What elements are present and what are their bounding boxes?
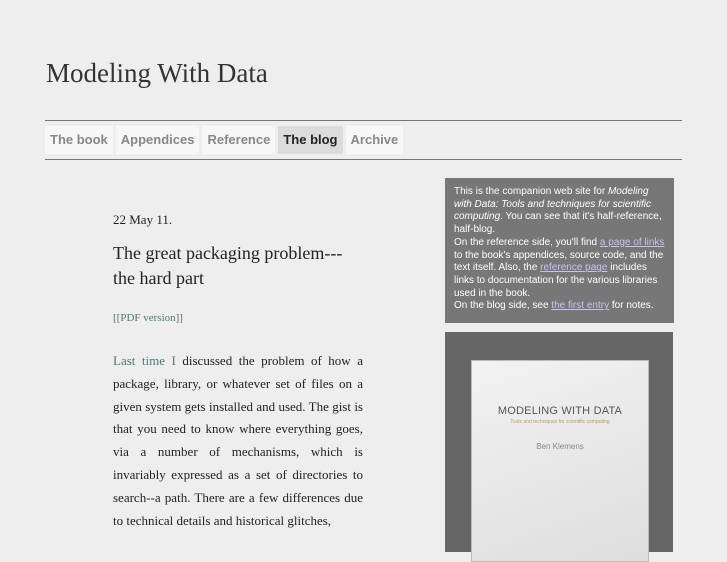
tab-appendices[interactable]: Appendices: [116, 126, 200, 154]
tab-reference[interactable]: Reference: [202, 126, 275, 154]
intro-text-3b: for notes.: [609, 300, 654, 312]
tab-the-blog[interactable]: The blog: [278, 126, 342, 154]
tab-the-book[interactable]: The book: [45, 126, 113, 154]
cover-subtitle: Tools and techniques for scientific computing: [510, 419, 610, 425]
intro-text-2b: to the book's appendices, source code, and the text itself. Also, the: [454, 249, 664, 274]
intro-text-2c: includes links to documentation for the various libraries used in the book.: [454, 262, 658, 299]
nav-top-divider: [45, 120, 682, 121]
intro-text-1-end: . You can see that it's half-reference, half-blog.: [454, 211, 662, 236]
post-body-text: discussed the problem of how a package, library, or whatever set of files on a given system gets installed and used. The gist is that you need to know where everything goes, via a number of mechanisms, which is invariably expressed as a set of directories to search--a path. There are a few differences due to technical details and historical glitches,: [113, 353, 363, 528]
first-entry-link[interactable]: the first entry: [551, 300, 610, 312]
post-title: The great packaging problem---the hard part: [113, 243, 343, 288]
intro-text-3: On the blog side, see: [454, 300, 552, 312]
post-date: 22 May 11.: [113, 212, 173, 227]
last-time-link[interactable]: Last time I: [113, 353, 176, 368]
book-cover-image[interactable]: [471, 360, 649, 562]
intro-text-2: On the reference side, you'll find: [454, 236, 600, 248]
sidebar-intro: [445, 178, 674, 323]
intro-book-title: Modeling with Data: Tools and techniques for scientific computing: [454, 186, 651, 223]
pdf-version-link[interactable]: [[PDF version]]: [113, 312, 183, 324]
blog-post: [113, 212, 363, 532]
nav-bottom-divider: [45, 159, 682, 160]
cover-author: Ben Klemens: [536, 442, 584, 451]
sidebar-book-cover-panel: [445, 332, 673, 552]
reference-page-link[interactable]: reference page: [540, 262, 608, 274]
main-nav: [45, 126, 403, 154]
post-body: [113, 350, 363, 532]
intro-text-1: This is the companion web site for: [454, 186, 608, 197]
cover-title: MODELING WITH DATA: [497, 405, 623, 417]
page-of-links-link[interactable]: a page of links: [599, 236, 665, 248]
tab-archive[interactable]: Archive: [346, 126, 404, 154]
site-title: Modeling With Data: [46, 58, 268, 88]
